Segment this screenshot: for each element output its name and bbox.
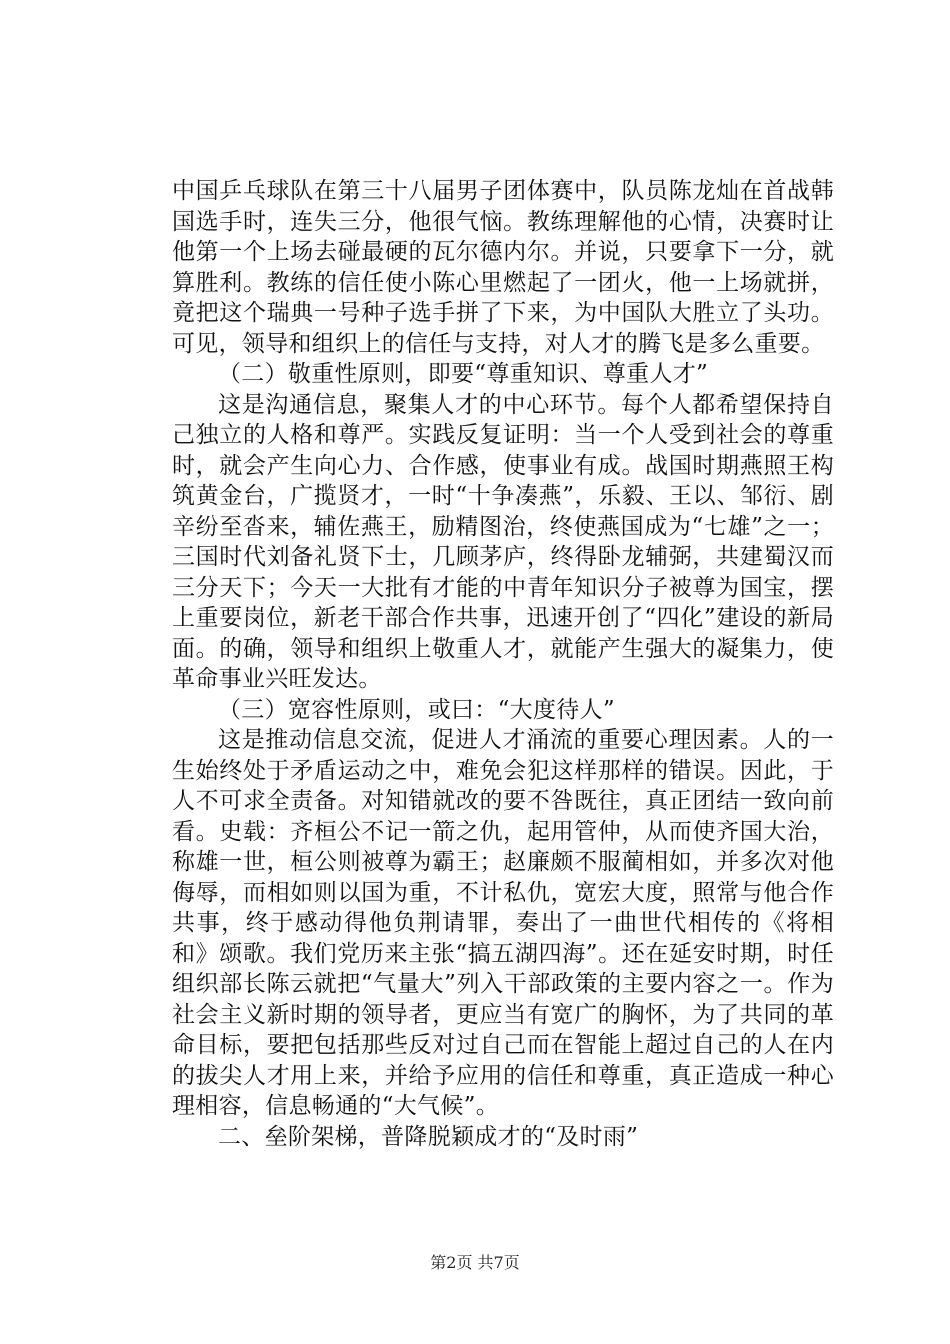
heading-section-two: 二、垒阶架梯，普降脱颖成才的“及时雨” (218, 1123, 639, 1150)
page-footer: 第2页 共7页 (430, 1253, 520, 1272)
heading-respect-principle: （二）敬重性原则，即要“尊重知识、尊重人才” (218, 361, 709, 387)
paragraph-respect-principle: 这是沟通信息，聚集人才的中心环节。每个人都希望保持自己独立的人格和尊严。实践反复证明：当一个人受到社会的尊重时，就会产生向心力、合作感，使事业有成。战国时期燕照王构筑黄金台，广揽贤才，一时“十争凑燕”，乐毅、王以、邹衍、剧辛纷至沓来，辅佐燕王，励精图治，终使燕国成为“七雄”之一；三国时代刘备礼贤下士，几顾茅庐，终得卧龙辅弼，共建蜀汉而三分天下；今天一大批有才能的中青年知识分子被尊为国宝，摆上重要岗位，新老干部合作共事，迅速开创了“四化”建设的新局面。的确，领导和组织上敬重人才，就能产生强大的凝集力，使革命事业兴旺发达。 (172, 391, 834, 692)
document-body (172, 176, 834, 1152)
heading-tolerance-principle: （三）宽容性原则，或曰：“大度待人” (218, 696, 615, 723)
paragraph-table-tennis-story: 中国乒乓球队在第三十八届男子团体赛中，队员陈龙灿在首战韩国选手时，连失三分，他很气恼。教练理解他的心情，决赛时让他第一个上场去碰最硬的瓦尔德内尔。并说，只要拿下一分，就算胜利。教练的信任使小陈心里燃起了一团火，他一上场就拼，竟把这个瑞典一号种子选手拼了下来，为中国队大胜立了头功。可见，领导和组织上的信任与支持，对人才的腾飞是多么重要。 (172, 178, 834, 357)
paragraph-tolerance-principle: 这是推动信息交流，促进人才涌流的重要心理因素。人的一生始终处于矛盾运动之中，难免会犯这样那样的错误。因此，于人不可求全责备。对知错就改的要不咎既往，真正团结一致向前看。史载：齐桓公不记一箭之仇，起用管仲，从而使齐国大治，称雄一世，桓公则被尊为霸王；赵廉颇不服蔺相如，并多次对他侮辱，而相如则以国为重，不计私仇，宽宏大度，照常与他合作共事，终于感动得他负荆请罪，奏出了一曲世代相传的《将相和》颂歌。我们党历来主张“搞五湖四海”。还在延安时期，时任组织部长陈云就把“气量大”列入干部政策的主要内容之一。作为社会主义新时期的领导者，更应当有宽广的胸怀，为了共同的革命目标，要把包括那些反对过自己而在智能上超过自己的人在内的拔尖人才用上来，并给予应用的信任和尊重，真正造成一种心理相容，信息畅通的“大气候”。 (172, 727, 834, 1119)
